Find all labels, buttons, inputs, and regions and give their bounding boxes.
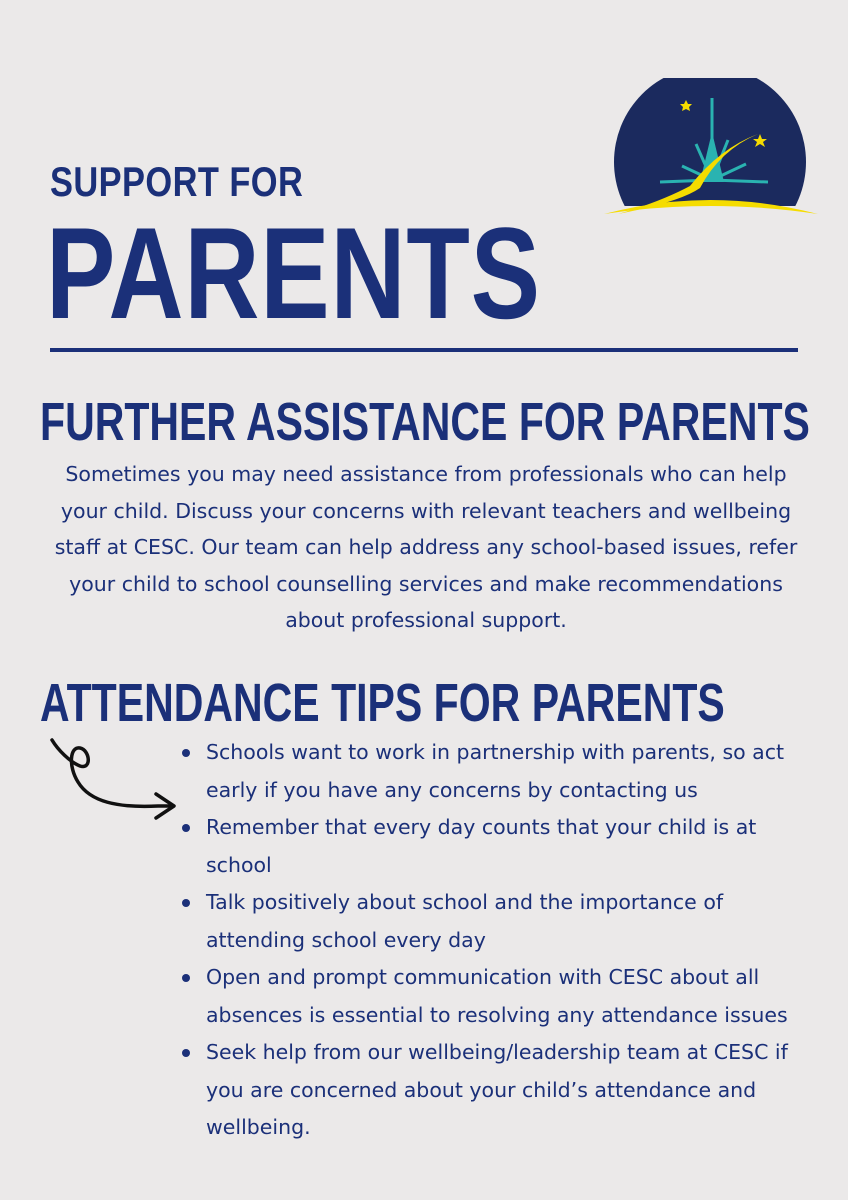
tip-text: Talk positively about school and the importance of attending school every day <box>206 890 724 952</box>
list-item <box>174 959 824 1034</box>
bullet-icon <box>182 824 190 832</box>
list-item <box>174 809 824 884</box>
bullet-icon <box>182 974 190 982</box>
tip-text: Schools want to work in partnership with parents, so act early if you have any concerns by contacting us <box>206 740 785 802</box>
tip-text: Open and prompt communication with CESC about all absences is essential to resolving any attendance issues <box>206 965 788 1027</box>
further-assistance-body: Sometimes you may need assistance from professionals who can help your child. Discuss your concerns with relevant teachers and wellbeing staff at CESC. Our team can help address any school-based issues, refer your child to school counselling services and make recommendations about professional support. <box>54 462 798 632</box>
tip-text: Seek help from our wellbeing/leadership team at CESC if you are concerned about your child’s attendance and wellbeing. <box>206 1040 788 1139</box>
list-item <box>174 884 824 959</box>
list-item <box>174 1034 824 1147</box>
curly-arrow-icon <box>48 736 182 828</box>
tip-text: Remember that every day counts that your child is at school <box>206 815 757 877</box>
bullet-icon <box>182 899 190 907</box>
attendance-tips-heading: ATTENDANCE TIPS FOR PARENTS <box>40 673 725 733</box>
page-title: PARENTS <box>46 200 541 346</box>
further-assistance-heading: FURTHER ASSISTANCE FOR PARENTS <box>40 392 810 452</box>
bullet-icon <box>182 1049 190 1057</box>
title-divider <box>50 348 798 352</box>
school-logo-icon <box>600 78 820 220</box>
attendance-tips-list <box>174 734 824 1147</box>
list-item <box>174 734 824 809</box>
page-kicker: SUPPORT FOR <box>50 158 304 205</box>
bullet-icon <box>182 749 190 757</box>
